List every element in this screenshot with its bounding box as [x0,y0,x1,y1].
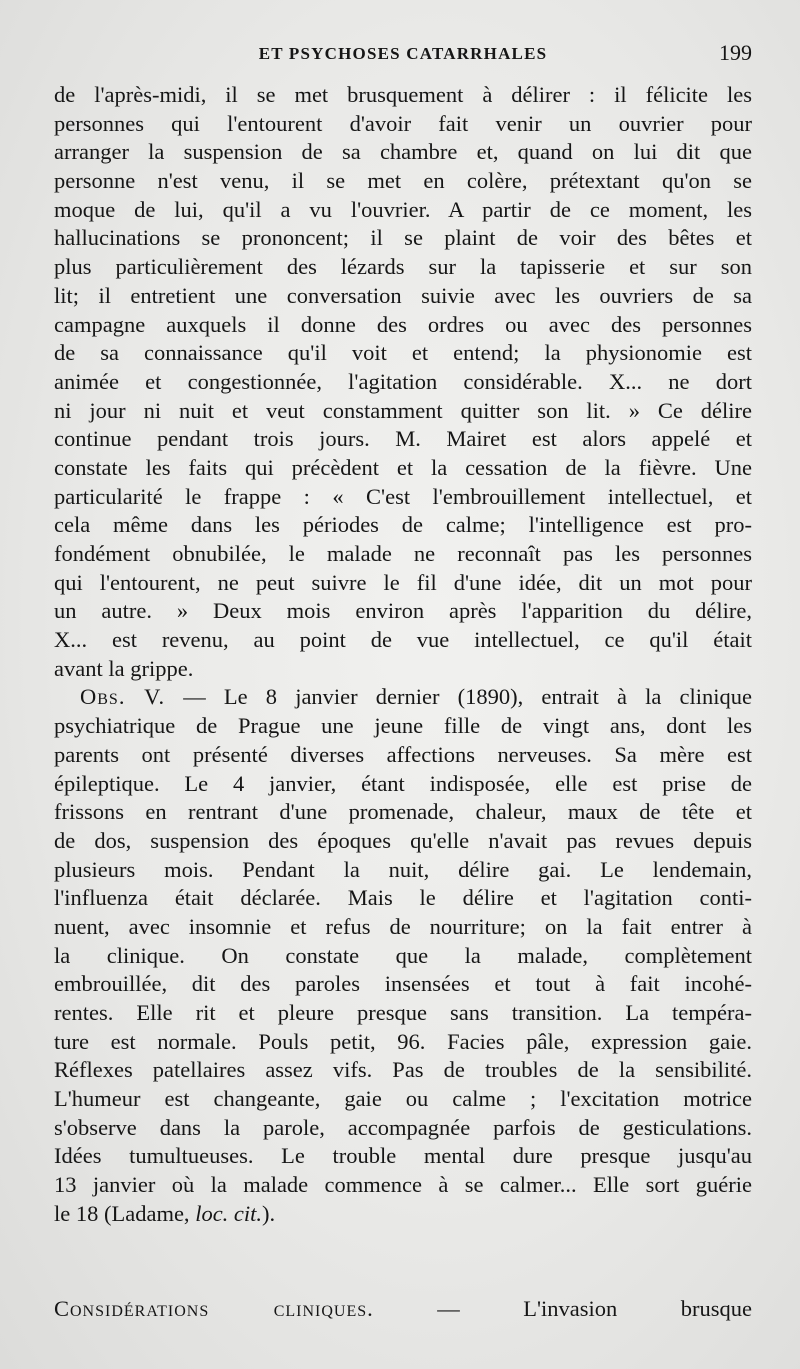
text-line: psychiatrique de Prague une jeune fille de vingt ans, dont les [54,713,752,739]
text-line: Réflexes patellaires assez vifs. Pas de troubles de la sensibilité. [54,1057,752,1083]
running-head [54,38,752,68]
text-line: personnes qui l'entourent d'avoir fait venir un ouvrier pour [54,110,752,136]
text-line: un autre. » Deux mois environ après l'apparition du délire, [54,598,752,624]
text-line: la clinique. On constate que la malade, complètement [54,942,752,968]
text-line: particularité le frappe : « C'est l'embrouillement intellectuel, et [54,483,752,509]
text-line: de l'après-midi, il se met brusquement à délirer : il félicite les [54,82,752,107]
text-line: 13 janvier où la malade commence à se calmer... Elle sort guérie [54,1172,752,1198]
text-line: frissons en rentrant d'une promenade, chaleur, maux de tête et [54,799,752,825]
text-line: plusieurs mois. Pendant la nuit, délire gai. Le lendemain, [54,856,752,882]
text-line: avant la grippe. [54,655,194,681]
text-line: Idées tumultueuses. Le trouble mental dure presque jusqu'au [54,1143,752,1169]
text-line: arranger la suspension de sa chambre et, quand on lui dit que [54,139,752,165]
citation-italic: loc. cit. [195,1200,263,1226]
text-line: personne n'est venu, il se met en colère, prétextant qu'on se [54,168,752,194]
text-line: hallucinations se prononcent; il se plaint de voir des bêtes et [54,225,752,251]
observation-text: — Le 8 janvier dernier (1890), entrait à la clinique [165,684,752,710]
text-line: épileptique. Le 4 janvier, étant indisposée, elle est prise de [54,770,752,796]
text-line: L'humeur est changeante, gaie ou calme ; l'excitation motrice [54,1086,752,1112]
final-line [54,1200,752,1229]
text-line: l'influenza était déclarée. Mais le délire et l'agitation conti- [54,885,752,911]
observation-label: Obs. V. [80,684,166,710]
text-line: lit; il entretient une conversation suivie avec les ouvriers de sa [54,282,752,308]
text-line: de dos, suspension des époques qu'elle n'avait pas revues depuis [54,827,752,853]
final-line-end: ). [262,1200,276,1226]
text-line: constate les faits qui précèdent et la cessation de la fièvre. Une [54,454,752,480]
text-line: fondément obnubilée, le malade ne reconnaît pas les personnes [54,541,752,566]
final-line-start: le 18 (Ladame, [54,1200,196,1226]
section-heading [54,1296,752,1322]
text-line: qui l'entourent, ne peut suivre le fil d'une idée, dit un mot pour [54,569,752,595]
page-number: 199 [719,40,752,65]
section-title: Considérations cliniques. [54,1296,374,1321]
text-line: plus particulièrement des lézards sur la tapisserie et sur son [54,254,752,280]
text-line: rentes. Elle rit et pleure presque sans transition. La tempéra- [54,1000,752,1025]
text-line: ni jour ni nuit et veut constamment quitter son lit. » Ce délire [54,397,752,423]
text-line: s'observe dans la parole, accompagnée parfois de gesticulations. [54,1114,752,1140]
text-line: parents ont présenté diverses affections nerveuses. Sa mère est [54,741,752,767]
text-line: nuent, avec insomnie et refus de nourriture; on la fait entrer à [54,913,752,939]
text-line: ture est normale. Pouls petit, 96. Facies pâle, expression gaie. [54,1028,752,1054]
text-line: de sa connaissance qu'il voit et entend; la physionomie est [54,340,752,366]
text-line: campagne auxquels il donne des ordres ou avec des personnes [54,311,752,337]
text-line: cela même dans les périodes de calme; l'intelligence est pro- [54,512,752,538]
text-line: X... est revenu, au point de vue intellectuel, ce qu'il était [54,627,752,653]
running-title: ET PSYCHOSES CATARRHALES [258,44,548,63]
text-line: embrouillée, dit des paroles insensées et tout à fait incohé- [54,971,752,997]
text-line: animée et congestionnée, l'agitation considérable. X... ne dort [54,368,752,394]
section-continuation: — L'invasion brusque [373,1296,753,1321]
text-line: moque de lui, qu'il a vu l'ouvrier. A partir de ce moment, les [54,196,752,222]
body-text [54,81,752,1229]
text-line: continue pendant trois jours. M. Mairet est alors appelé et [54,426,752,452]
observation-first-line [54,683,752,712]
